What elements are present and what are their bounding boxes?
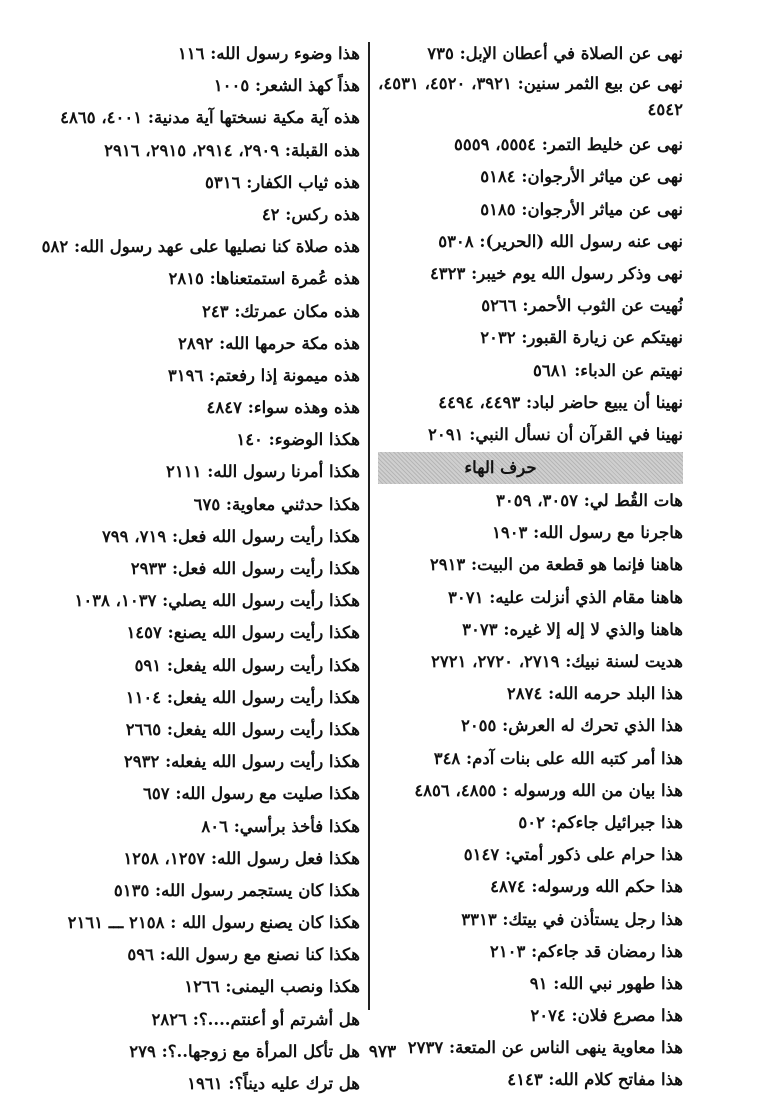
index-entry: هذا البلد حرمه الله: ٢٨٧٤ bbox=[506, 684, 683, 704]
index-entry: نهى عن مياثر الأرجوان: ٥١٨٥ bbox=[480, 199, 683, 219]
index-entry: هذه آية مكية نسختها آية مدنية: ٤٠٠١، ٤٨٦٥ bbox=[60, 108, 360, 128]
index-entry: هذا جبرائيل جاءكم: ٥٠٢ bbox=[518, 812, 683, 832]
index-entry: هكذا كنا نصنع مع رسول الله: ٥٩٦ bbox=[127, 945, 360, 965]
index-entry: هذا بيان من الله ورسوله : ٤٨٥٥، ٤٨٥٦ bbox=[414, 780, 683, 800]
index-entry: هذا رجل يستأذن في بيتك: ٣٣١٣ bbox=[461, 909, 683, 929]
index-entry: هذا حرام على ذكور أمتي: ٥١٤٧ bbox=[463, 845, 683, 865]
index-entry: هذه عُمرة استمتعناها: ٢٨١٥ bbox=[168, 269, 360, 289]
index-entry: هديت لسنة نبيك: ٢٧١٩، ٢٧٢٠، ٢٧٢١ bbox=[430, 652, 683, 671]
left-column bbox=[38, 38, 360, 1100]
index-entry: نهينا في القرآن أن نسأل النبي: ٢٠٩١ bbox=[428, 424, 683, 444]
right-column bbox=[373, 38, 683, 1097]
index-entry: نهينا أن يبيع حاضر لباد: ٤٤٩٣، ٤٤٩٤ bbox=[438, 392, 683, 412]
index-entry: هكذا رأيت رسول الله يفعل: ١١٠٤ bbox=[125, 687, 360, 707]
index-entry: هذا رمضان قد جاءكم: ٢١٠٣ bbox=[489, 941, 683, 961]
index-entry: هكذا رأيت رسول الله يفعل: ٢٦٦٥ bbox=[125, 719, 360, 739]
index-entry: نهى عن خليط التمر: ٥٥٥٤، ٥٥٥٩ bbox=[454, 135, 683, 155]
index-entry: هكذا رأيت رسول الله يفعل: ٥٩١ bbox=[134, 655, 360, 675]
index-entry: هاجرنا مع رسول الله: ١٩٠٣ bbox=[491, 523, 683, 543]
index-entry: هكذا فأخذ برأسي: ٨٠٦ bbox=[201, 816, 360, 836]
index-entry-continuation: ٤٥٤٢ bbox=[647, 100, 683, 120]
index-entry: هاهنا فإنما هو قطعة من البيت: ٢٩١٣ bbox=[429, 555, 683, 575]
index-entry: نهى عن مياثر الأرجوان: ٥١٨٤ bbox=[480, 167, 683, 187]
index-entry: هكذا حدثني معاوية: ٦٧٥ bbox=[193, 494, 360, 514]
section-header-letter-ha: حرف الهاء bbox=[378, 452, 683, 484]
index-entry: هذه مكان عمرتك: ٢٤٣ bbox=[201, 301, 360, 321]
index-entry: نهى عن الصلاة في أعطان الإبل: ٧٣٥ bbox=[427, 44, 683, 63]
index-entry: هذا معاوية ينهى الناس عن المتعة: ٢٧٣٧ bbox=[407, 1038, 683, 1058]
index-entry: هذا مفاتح كلام الله: ٤١٤٣ bbox=[507, 1070, 683, 1090]
index-entry: هذا الذي تحرك له العرش: ٢٠٥٥ bbox=[460, 716, 683, 736]
index-entry: نُهيت عن الثوب الأحمر: ٥٢٦٦ bbox=[481, 296, 683, 316]
index-entry: هذه مكة حرمها الله: ٢٨٩٢ bbox=[177, 333, 360, 353]
index-entry: هكذا كان يستجمر رسول الله: ٥١٣٥ bbox=[113, 880, 360, 900]
index-entry: هذه ثياب الكفار: ٥٣١٦ bbox=[205, 172, 360, 192]
index-entry: هكذا ونصب اليمنى: ١٢٦٦ bbox=[184, 977, 360, 997]
index-entry: هكذا كان يصنع رسول الله : ٢١٥٨ ـــ ٢١٦١ bbox=[67, 913, 360, 933]
index-entry: هذا حكم الله ورسوله: ٤٨٧٤ bbox=[490, 877, 683, 897]
index-entry: هكذا رأيت رسول الله يصلي: ١٠٣٧، ١٠٣٨ bbox=[74, 591, 360, 611]
index-entry: هكذا رأيت رسول الله يصنع: ١٤٥٧ bbox=[126, 623, 360, 643]
page-number: ٩٧٣ bbox=[368, 1042, 397, 1062]
index-entry: هكذا صليت مع رسول الله: ٦٥٧ bbox=[143, 784, 360, 804]
index-entry: نهى عن بيع الثمر سنين: ٣٩٢١، ٤٥٢٠، ٤٥٣١، bbox=[378, 74, 683, 94]
index-entry: هكذا رأيت رسول الله فعل: ٧١٩، ٧٩٩ bbox=[101, 526, 360, 546]
index-entry: هذا مصرع فلان: ٢٠٧٤ bbox=[530, 1006, 683, 1026]
index-entry: هكذا رأيت رسول الله يفعله: ٢٩٣٢ bbox=[123, 752, 360, 772]
index-entry: هذاً كهذ الشعر: ١٠٠٥ bbox=[213, 76, 360, 96]
index-entry: هذا أمر كتبه الله على بنات آدم: ٣٤٨ bbox=[433, 748, 683, 768]
index-entry: هكذا فعل رسول الله: ١٢٥٧، ١٢٥٨ bbox=[123, 848, 360, 868]
index-entry: هذا وضوء رسول الله: ١١٦ bbox=[177, 44, 360, 63]
index-entry: هات القُط لي: ٣٠٥٧، ٣٠٥٩ bbox=[496, 491, 683, 511]
index-entry: هكذا الوضوء: ١٤٠ bbox=[236, 430, 360, 450]
index-entry: هذه وهذه سواء: ٤٨٤٧ bbox=[206, 398, 360, 418]
index-entry: هل تأكل المرأة مع زوجها..؟: ٢٧٩ bbox=[129, 1041, 360, 1061]
index-entry: هكذا أمرنا رسول الله: ٢١١١ bbox=[166, 462, 360, 482]
index-entry: هل ترك عليه ديناً؟: ١٩٦١ bbox=[187, 1074, 360, 1093]
index-entry: نهى عنه رسول الله (الحرير): ٥٣٠٨ bbox=[438, 231, 683, 251]
column-divider bbox=[368, 42, 370, 1010]
index-entry: هذا طهور نبي الله: ٩١ bbox=[529, 973, 683, 993]
index-entry: هذه القبلة: ٢٩٠٩، ٢٩١٤، ٢٩١٥، ٢٩١٦ bbox=[104, 140, 360, 160]
index-entry: هذه صلاة كنا نصليها على عهد رسول الله: ٥٨٢ bbox=[41, 237, 360, 257]
index-entry: هل أشرتم أو أعنتم....؟: ٢٨٢٦ bbox=[151, 1009, 360, 1029]
index-entry: هاهنا مقام الذي أنزلت عليه: ٣٠٧١ bbox=[448, 587, 683, 607]
index-entry: هاهنا والذي لا إله إلا غيره: ٣٠٧٣ bbox=[462, 619, 683, 639]
index-entry: هكذا رأيت رسول الله فعل: ٢٩٣٣ bbox=[130, 559, 360, 578]
index-entry: هذه ركس: ٤٢ bbox=[261, 204, 360, 224]
index-entry: نهيتكم عن زيارة القبور: ٢٠٣٢ bbox=[480, 328, 683, 348]
index-entry: هذه ميمونة إذا رفعتم: ٣١٩٦ bbox=[167, 365, 360, 385]
index-entry: نهى وذكر رسول الله يوم خيبر: ٤٣٢٣ bbox=[429, 263, 683, 283]
index-entry: نهيتم عن الدباء: ٥٦٨١ bbox=[533, 360, 683, 380]
